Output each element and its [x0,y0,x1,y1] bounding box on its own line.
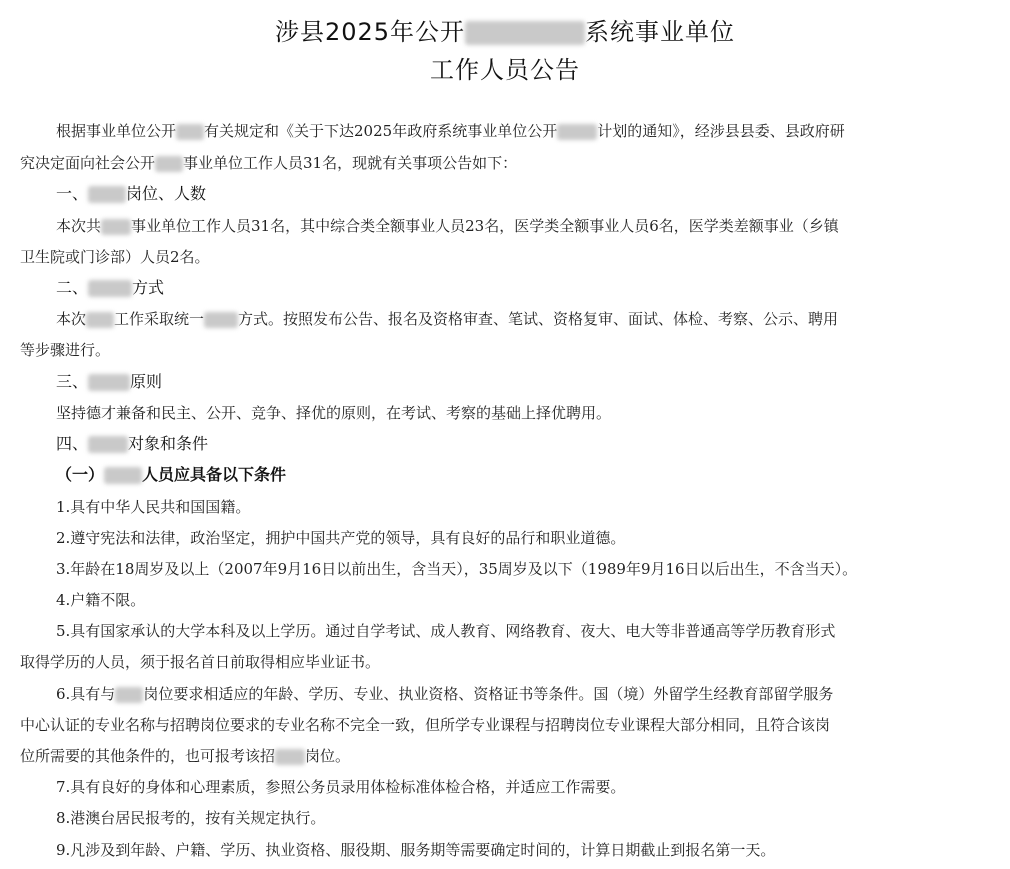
condition-item-8: 8.港澳台居民报考的，按有关规定执行。 [56,809,326,827]
condition-item-4: 4.户籍不限。 [56,591,146,609]
heading-text: 对象和条件 [128,434,209,453]
redacted-blur [155,156,183,172]
condition-item-7: 7.具有良好的身体和心理素质，参照公务员录用体检标准体检合格，并适应工作需要。 [56,778,626,796]
condition-item-5: 5.具有国家承认的大学本科及以上学历。通过自学考试、成人教育、网络教育、夜大、电大等非普通高等学历教育形式 [56,622,836,640]
redacted-blur [88,436,128,453]
heading-number: 一、 [56,184,89,203]
heading-text: 岗位、人数 [126,184,207,203]
intro-text: 究决定面向社会公开 [20,154,156,172]
intro-text: 计划的通知》，经涉县县委、县政府研 [597,122,845,140]
condition-item-3: 3.年龄在18周岁及以上（2007年9月16日以前出生，含当天），35周岁及以下（1989年9月16日以后出生，不含当天）。 [56,560,858,578]
condition-item-6-cont-2 [0,746,1010,766]
condition-item-1: 1.具有中华人民共和国国籍。 [56,498,251,516]
intro-text: 根据事业单位公开 [56,122,177,140]
section-1-heading [0,184,1010,204]
condition-item-6-cont-1: 中心认证的专业名称与招聘岗位要求的专业名称不完全一致，但所学专业课程与招聘岗位专业课程大部分相同，且符合该岗 [20,716,831,734]
condition-item-6 [0,684,1010,704]
intro-text: 有关规定和《关于下达2025年政府系统事业单位公开 [204,122,558,140]
redacted-blur [101,219,131,235]
document-title-line1 [0,12,1010,47]
redacted-blur [86,312,114,328]
title-text-end: 系统事业单位 [585,18,736,46]
condition-item-2: 2.遵守宪法和法律，政治坚定，拥护中国共产党的领导，具有良好的品行和职业道德。 [56,529,626,547]
heading-text: 人员应具备以下条件 [142,465,287,484]
condition-item-9: 9.凡涉及到年龄、户籍、学历、执业资格、服役期、服务期等需要确定时间的，计算日期截止到报名第一天。 [56,841,776,859]
title-text-start: 涉县2025年公开 [274,18,466,46]
intro-line-2 [0,153,1010,173]
heading-text: 方式 [132,278,165,297]
redacted-blur [176,124,204,140]
heading-number: （一） [56,465,105,484]
heading-number: 四、 [56,434,89,453]
body-text: 事业单位工作人员31名，其中综合类全额事业人员23名，医学类全额事业人员6名，医学类差额事业（乡镇 [131,217,839,235]
section-2-line-1 [0,309,1010,329]
section-1-line-1 [0,216,1010,236]
section-1-line-2: 卫生院或门诊部）人员2名。 [20,248,210,266]
body-text: 本次 [56,310,87,328]
body-text: 岗位要求相适应的年龄、学历、专业、执业资格、资格证书等条件。国（境）外留学生经教育部留学服务 [143,685,834,703]
redacted-blur [88,374,130,391]
redacted-blur [115,687,143,703]
heading-number: 三、 [56,372,89,391]
body-text: 本次共 [56,217,102,235]
condition-item-5-cont: 取得学历的人员，须于报名首日前取得相应毕业证书。 [20,653,381,671]
redacted-blur [88,280,132,297]
body-text: 工作采取统一 [114,310,205,328]
body-text: 方式。按照发布公告、报名及资格审查、笔试、资格复审、面试、体检、考察、公示、聘用 [238,310,839,328]
section-2-line-2: 等步骤进行。 [20,341,111,359]
body-text: 岗位。 [305,747,351,765]
document-title-line2: 工作人员公告 [430,56,580,84]
redacted-blur [465,21,585,45]
body-text: 位所需要的其他条件的，也可报考该招 [20,747,276,765]
intro-text: 事业单位工作人员31名，现就有关事项公告如下： [183,154,518,172]
section-3-line-1: 坚持德才兼备和民主、公开、竞争、择优的原则，在考试、考察的基础上择优聘用。 [56,404,612,422]
section-4-heading [0,434,1010,454]
redacted-blur [557,124,597,140]
section-3-heading [0,372,1010,392]
subsection-1-heading [0,465,1010,485]
heading-number: 二、 [56,278,89,297]
redacted-blur [88,186,126,203]
intro-line-1 [0,121,1010,141]
section-2-heading [0,278,1010,298]
heading-text: 原则 [130,372,163,391]
redacted-blur [204,312,238,328]
redacted-blur [275,749,305,765]
body-text: 6.具有与 [56,685,116,703]
redacted-blur [104,467,142,484]
